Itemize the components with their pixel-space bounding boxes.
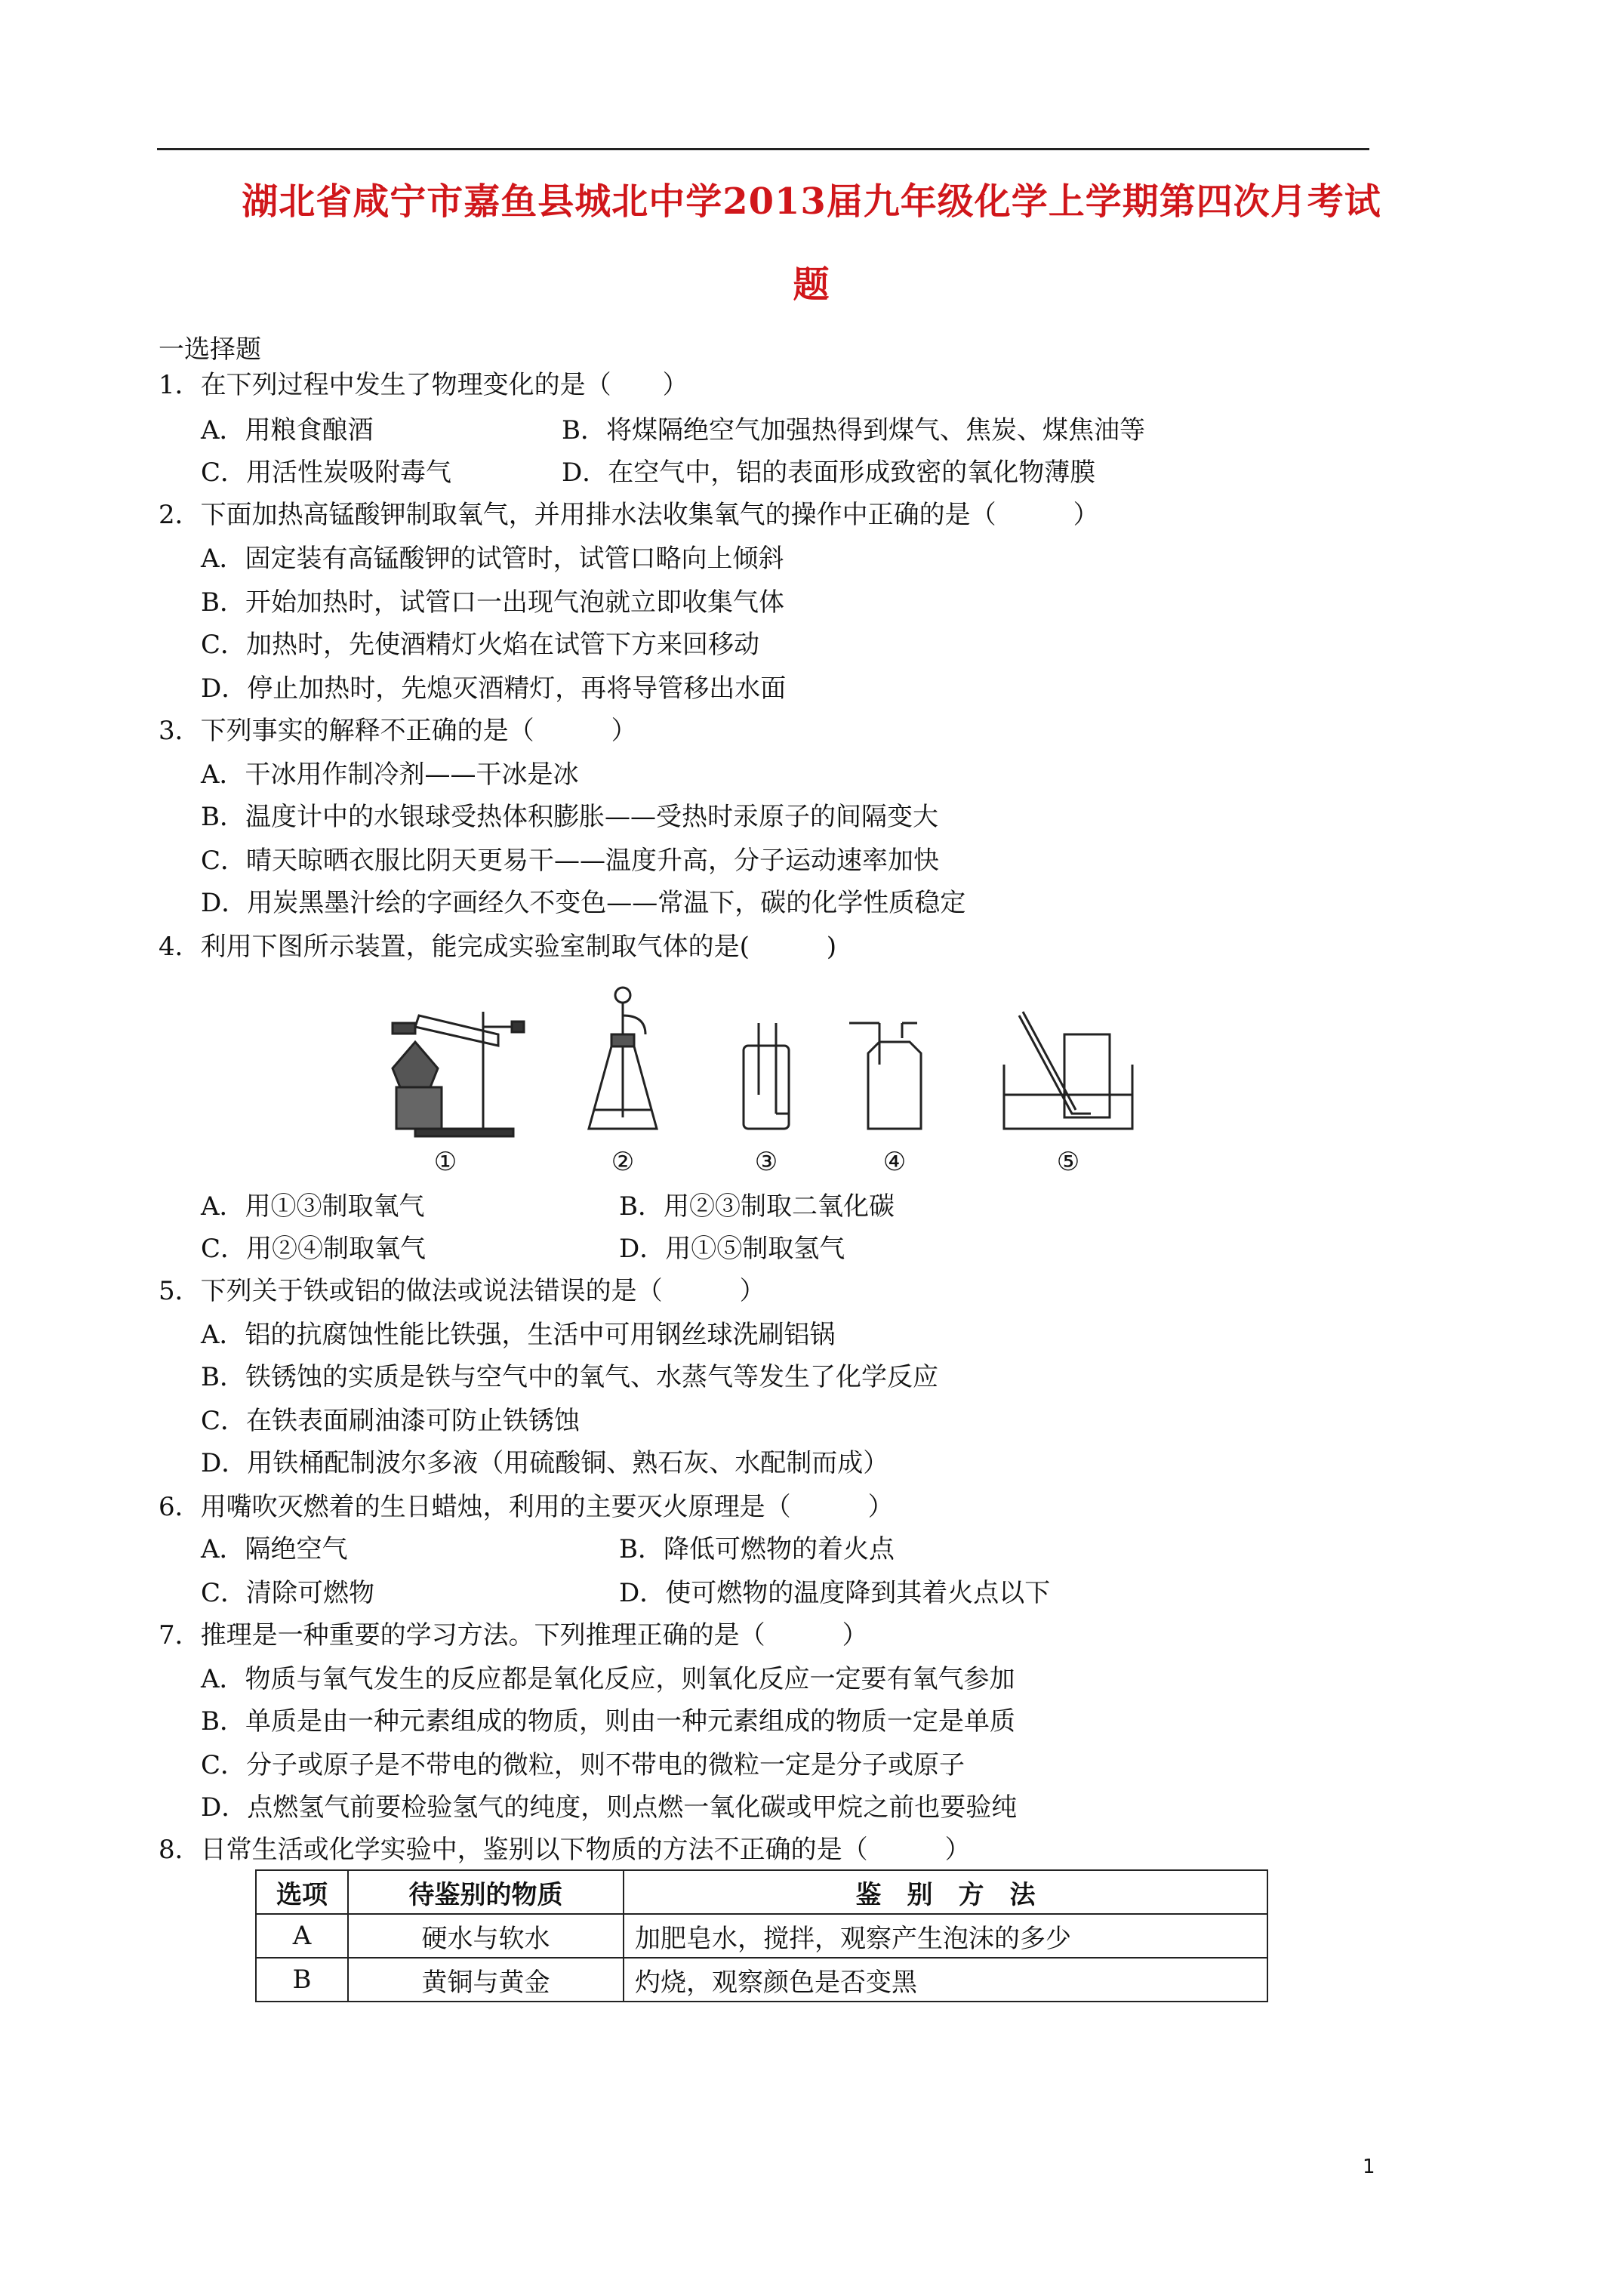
- question-2-option-d: D．停止加热时，先熄灭酒精灯，再将导管移出水面: [201, 673, 787, 704]
- lab-apparatus-figure: [385, 982, 1140, 1178]
- question-2-option-c: C．加热时，先使酒精灯火焰在试管下方来回移动: [201, 630, 760, 660]
- question-7-option-a: A．物质与氧气发生的反应都是氧化反应，则氧化反应一定要有氧气参加: [201, 1664, 1015, 1694]
- question-5-option-b: B．铁锈蚀的实质是铁与空气中的氧气、水蒸气等发生了化学反应: [201, 1362, 938, 1392]
- question-6-stem: 6．用嘴吹灭燃着的生日蜡烛，利用的主要灭火原理是（ ）: [159, 1492, 894, 1522]
- question-2-option-a: A．固定装有高锰酸钾的试管时，试管口略向上倾斜: [201, 544, 784, 574]
- question-3-stem: 3．下列事实的解释不正确的是（ ）: [159, 716, 637, 746]
- table-cell-option: A: [256, 1914, 348, 1958]
- table-row: [256, 1914, 1267, 1958]
- table-row: [256, 1958, 1267, 2002]
- table-cell-substances: 硬水与软水: [348, 1914, 624, 1958]
- question-1-stem: 1．在下列过程中发生了物理变化的是（ ）: [159, 370, 688, 400]
- question-1-option-b: B．将煤隔绝空气加强热得到煤气、焦炭、煤焦油等: [562, 415, 1145, 445]
- question-6-option-d: D．使可燃物的温度降到其着火点以下: [619, 1578, 1051, 1608]
- question-4-option-c: C．用②④制取氧气: [201, 1234, 427, 1264]
- apparatus-label-5: ⑤: [1056, 1147, 1080, 1177]
- apparatus-label-1: ①: [433, 1147, 457, 1177]
- table-cell-method: 加肥皂水，搅拌，观察产生泡沫的多少: [624, 1914, 1267, 1958]
- table-cell-option: B: [256, 1958, 348, 2002]
- apparatus-2-flask-funnel: [589, 988, 657, 1129]
- apparatus-5-water-trough: [1004, 1012, 1132, 1129]
- question-5-option-d: D．用铁桶配制波尔多液（用硫酸铜、熟石灰、水配制而成）: [201, 1448, 889, 1478]
- question-1-option-c: C．用活性炭吸附毒气: [201, 458, 452, 488]
- question-5-option-c: C．在铁表面刷油漆可防止铁锈蚀: [201, 1406, 581, 1436]
- question-6-option-a: A．隔绝空气: [201, 1534, 348, 1564]
- apparatus-3-gas-bottle: [744, 1023, 789, 1129]
- apparatus-label-4: ④: [882, 1147, 907, 1177]
- question-5-option-a: A．铝的抗腐蚀性能比铁强，生活中可用钢丝球洗刷铝锅: [201, 1320, 836, 1350]
- question-6-option-b: B．降低可燃物的着火点: [619, 1534, 895, 1564]
- question-3-option-d: D．用炭黑墨汁绘的字画经久不变色——常温下，碳的化学性质稳定: [201, 888, 966, 918]
- section-heading: 一选择题: [159, 334, 261, 365]
- apparatus-label-3: ③: [754, 1147, 778, 1177]
- table-header-option: 选项: [256, 1870, 348, 1914]
- page-title-line2: 题: [793, 264, 830, 306]
- apparatus-label-2: ②: [611, 1147, 635, 1177]
- question-4-option-b: B．用②③制取二氧化碳: [619, 1191, 895, 1222]
- question-2-option-b: B．开始加热时，试管口一出现气泡就立即收集气体: [201, 587, 784, 618]
- question-4-option-d: D．用①⑤制取氢气: [619, 1234, 845, 1264]
- question-3-option-a: A．干冰用作制冷剂——干冰是冰: [201, 760, 579, 790]
- question-7-option-c: C．分子或原子是不带电的微粒，则不带电的微粒一定是分子或原子: [201, 1750, 965, 1780]
- question-1-option-a: A．用粮食酿酒: [201, 415, 374, 445]
- question-3-option-c: C．晴天晾晒衣服比阴天更易干——温度升高，分子运动速率加快: [201, 846, 940, 876]
- identification-table: [255, 1869, 1268, 2002]
- question-5-stem: 5．下列关于铁或铝的做法或说法错误的是（ ）: [159, 1276, 765, 1306]
- question-1-option-d: D．在空气中，铝的表面形成致密的氧化物薄膜: [562, 458, 1096, 488]
- table-header-substances: 待鉴别的物质: [348, 1870, 624, 1914]
- header-rule: [157, 148, 1369, 150]
- table-cell-method: 灼烧，观察颜色是否变黑: [624, 1958, 1267, 2002]
- page-number: 1: [1363, 2156, 1375, 2178]
- apparatus-1-heating-setup: [393, 1012, 524, 1136]
- apparatus-4-gas-jar: [849, 1023, 921, 1129]
- question-7-option-d: D．点燃氢气前要检验氢气的纯度，则点燃一氧化碳或甲烷之前也要验纯: [201, 1792, 1018, 1823]
- question-6-option-c: C．清除可燃物: [201, 1578, 375, 1608]
- question-7-option-b: B．单质是由一种元素组成的物质，则由一种元素组成的物质一定是单质: [201, 1706, 1015, 1737]
- table-header-method: 鉴 别 方 法: [624, 1870, 1267, 1914]
- table-cell-substances: 黄铜与黄金: [348, 1958, 624, 2002]
- question-7-stem: 7．推理是一种重要的学习方法。下列推理正确的是（ ）: [159, 1620, 868, 1650]
- question-4-stem: 4．利用下图所示装置，能完成实验室制取气体的是( ): [159, 932, 837, 962]
- question-8-stem: 8．日常生活或化学实验中，鉴别以下物质的方法不正确的是（ ）: [159, 1835, 971, 1865]
- question-2-stem: 2．下面加热高锰酸钾制取氧气，并用排水法收集氧气的操作中正确的是（ ）: [159, 500, 1099, 530]
- table-header-row: [256, 1870, 1267, 1914]
- page-title-line1: 湖北省咸宁市嘉鱼县城北中学2013届九年级化学上学期第四次月考试: [242, 180, 1381, 223]
- question-3-option-b: B．温度计中的水银球受热体积膨胀——受热时汞原子的间隔变大: [201, 802, 938, 832]
- question-4-option-a: A．用①③制取氧气: [201, 1191, 425, 1222]
